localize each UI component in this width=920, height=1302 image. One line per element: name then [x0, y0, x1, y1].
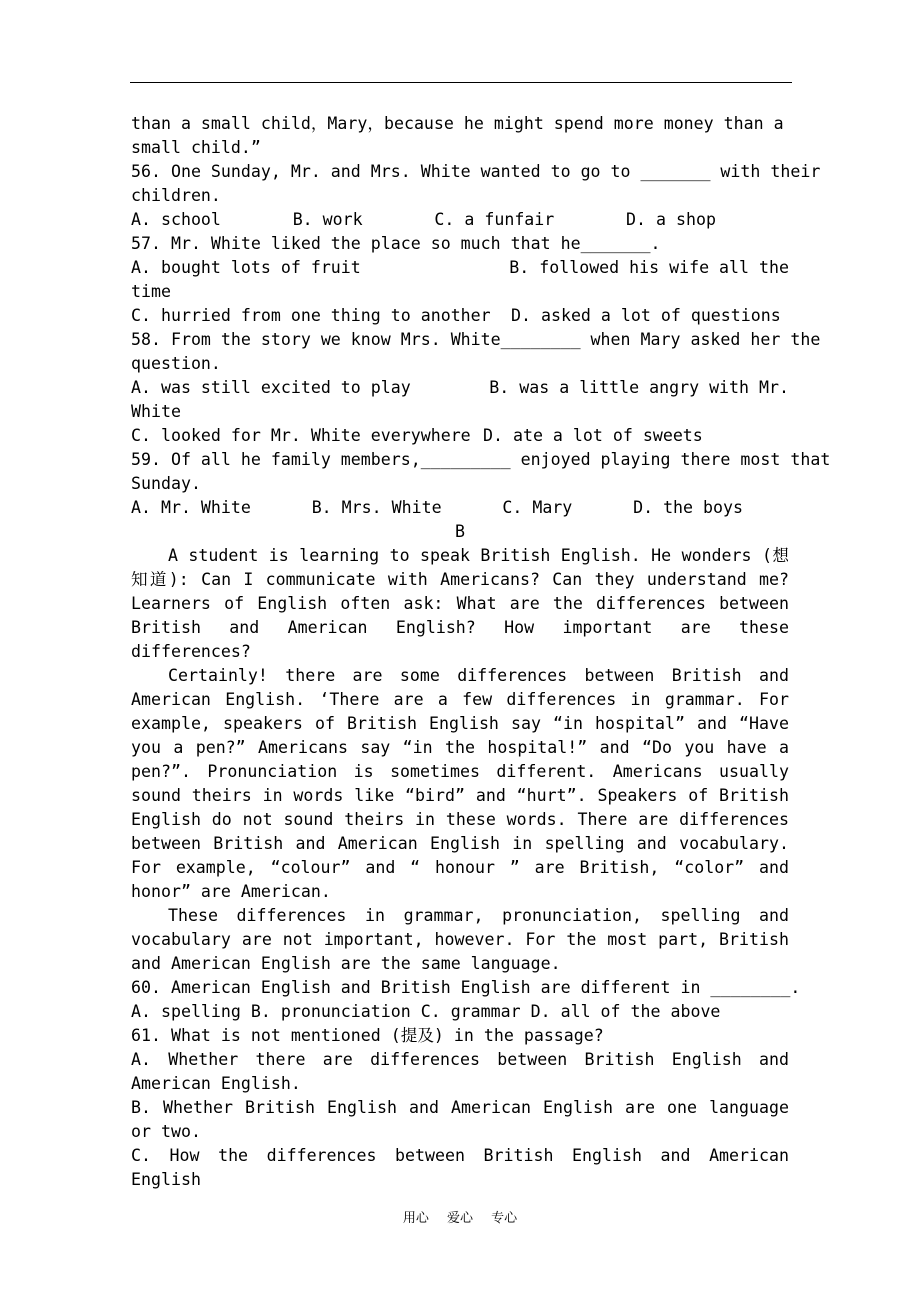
q56-stem-line-2: children. [131, 186, 221, 205]
q57-option-c: C. hurried from one thing to another [131, 306, 491, 325]
document-page [131, 112, 831, 1192]
q57-option-d: D. asked a lot of questions [511, 306, 781, 325]
q58-option-b: B. was a little angry with Mr. [489, 378, 789, 397]
q59-option-a: A. Mr. White [131, 498, 251, 517]
q59-options [131, 496, 743, 520]
passage-paragraph-3: These differences in grammar, pronunciation, spelling and vocabulary are not important, however. For the most part, British and American English are the same language. [131, 906, 789, 973]
q61-option-b: B. Whether British English and American English are one language or two. [131, 1098, 789, 1141]
header-rule [130, 82, 792, 83]
q57-option-b: B. followed his wife all the [509, 258, 789, 277]
q58-option-d: D. ate a lot of sweets [483, 426, 703, 445]
q56-option-b: B. work [292, 210, 363, 229]
q58-options-row-1 [131, 376, 789, 400]
continuation-line-1: than a small child，Mary，because he might spend more money than a [131, 114, 784, 133]
q58-options-row-2 [131, 424, 789, 448]
q61-option-a: A. Whether there are differences between British English and American English. [131, 1050, 789, 1093]
continuation-line-2: small child.” [131, 138, 261, 157]
q59-option-b: B. Mrs. White [311, 498, 442, 517]
q57-options-row-1 [131, 256, 789, 280]
q59-stem-line-2: Sunday. [131, 474, 201, 493]
q58-option-b-wrap: White [131, 402, 181, 421]
q60-stem: 60. American English and British English are different in ________. [131, 978, 801, 997]
q57-option-a: A. bought lots of fruit [131, 258, 361, 277]
q59-option-d: D. the boys [633, 498, 743, 517]
q61-stem: 61. What is not mentioned (提及) in the passage? [131, 1026, 604, 1045]
q58-stem-line-1: 58. From the story we know Mrs. White________ when Mary asked her the [131, 330, 821, 349]
q59-option-c: C. Mary [502, 498, 573, 517]
q57-stem: 57. Mr. White liked the place so much that he_______. [131, 234, 661, 253]
q57-options-row-2 [131, 304, 789, 328]
q56-stem-line-1: 56. One Sunday, Mr. and Mrs. White wanted to go to _______ with their [131, 162, 821, 181]
q58-stem-line-2: question. [131, 354, 221, 373]
section-b-heading: B [455, 522, 465, 541]
q56-options [131, 208, 716, 232]
q56-option-c: C. a funfair [434, 210, 555, 229]
q58-option-a: A. was still excited to play [131, 378, 411, 397]
q61-option-c: C. How the differences between British English and American English [131, 1146, 789, 1189]
page-footer: 用心 爱心 专心 [402, 1211, 518, 1226]
passage-paragraph-2: Certainly! there are some differences between British and American English. ‘There are a few differences in grammar. For example, speakers of British English say “in hospital” and “Have you a pen?” Americans say “in the hospital!” and “Do you have a pen?”. Pronunciation is sometimes different. Americans usually sound theirs in words like “bird” and “hurt”. Speakers of British English do not sound theirs in these words. There are differences between British and American English in spelling and vocabulary. For example, “colour” and “ honour ” are British, “color” and honor” are American. [131, 666, 789, 901]
q56-option-a: A. school [131, 210, 221, 229]
q56-option-d: D. a shop [626, 210, 716, 229]
q59-stem-line-1: 59. Of all he family members,_________ enjoyed playing there most that [131, 450, 831, 469]
q58-option-c: C. looked for Mr. White everywhere [131, 426, 471, 445]
q60-options: A. spelling B. pronunciation C. grammar D. all of the above [131, 1002, 721, 1021]
passage-paragraph-1: A student is learning to speak British English. He wonders (想知道): Can I communicate with Americans? Can they understand me? Learners of English often ask: What are the differences between British and American English? How important are these differences? [131, 546, 789, 661]
q57-option-b-wrap: time [131, 282, 171, 301]
